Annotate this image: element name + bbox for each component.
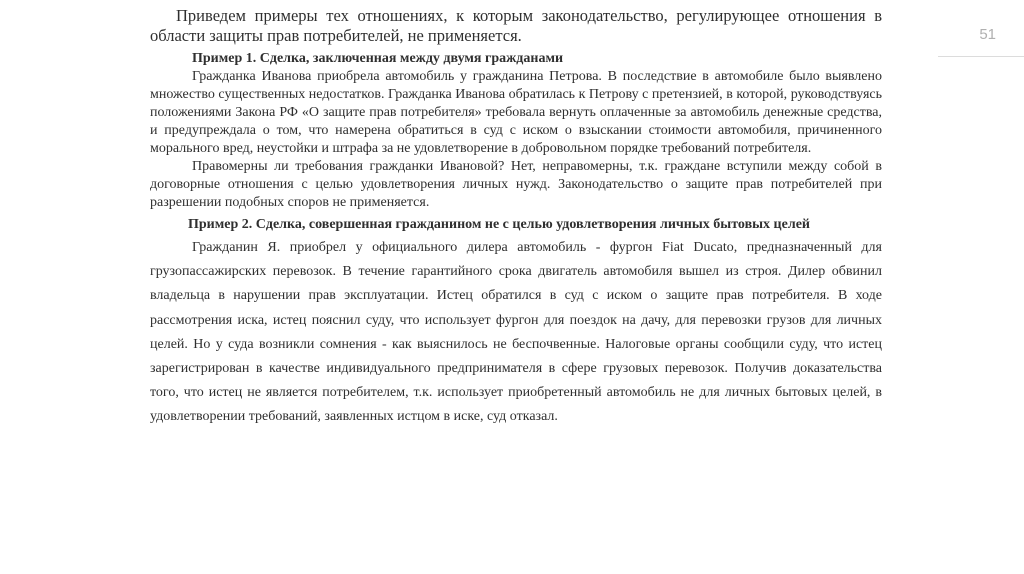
example2-paragraph: Гражданин Я. приобрел у официального дилера автомобиль - фургон Fiat Ducato, предназначенный для грузопассажирских перевозок. В течение гарантийного срока двигатель автомобиля вышел из строя. Дилер обвинил владельца в нарушении прав эксплуатации. Истец обратился в суд с иском о защите прав потребителя. В ходе рассмотрения иска, истец пояснил суду, что использует фургон для поездок на дачу, для перевозки грузов для личных целей. Но у суда возникли сомнения - как выяснилось не беспочвенные. Налоговые органы сообщили суду, что истец зарегистрирован в качестве индивидуального предпринимателя в сфере грузовых перевозок. Получив доказательства того, что истец не является потребителем, т.к. использует приобретенный автомобиль не для личных бытовых целей, в удовлетворении требований, заявленных истцом в иске, суд отказал. <box>150 240 882 425</box>
slide-content <box>150 6 882 430</box>
example2-heading: Пример 2. Сделка, совершенная гражданином не с целью удовлетворения личных бытовых целей <box>188 217 810 232</box>
header-divider <box>938 56 1024 57</box>
slide-number: 51 <box>979 26 996 43</box>
example1-paragraph1: Гражданка Иванова приобрела автомобиль у гражданина Петрова. В последствие в автомобиле было выявлено множество существенных недостатков. Гражданка Иванова обратилась к Петрову с претензией, в которой, руководствуясь положениями Закона РФ «О защите прав потребителя» требовала вернуть оплаченные за автомобиль денежные средства, и предупреждала о том, что намерена обратиться в суд с иском о взыскании стоимости автомобиля, причиненного морального вред, неустойки и штрафа за не удовлетворение в добровольном порядке требований потребителя. <box>150 69 882 156</box>
example1-heading: Пример 1. Сделка, заключенная между двумя гражданами <box>192 51 564 66</box>
example1-paragraph2: Правомерны ли требования гражданки Ивановой? Нет, неправомерны, т.к. граждане вступили между собой в договорные отношения с целью удовлетворения личных нужд. Законодательство о защите прав потребителей при разрешении подобных споров не применяется. <box>150 159 882 210</box>
intro-text: Приведем примеры тех отношениях, к которым законодательство, регулирующее отношения в области защиты прав потребителей, не применяется. <box>150 6 882 45</box>
